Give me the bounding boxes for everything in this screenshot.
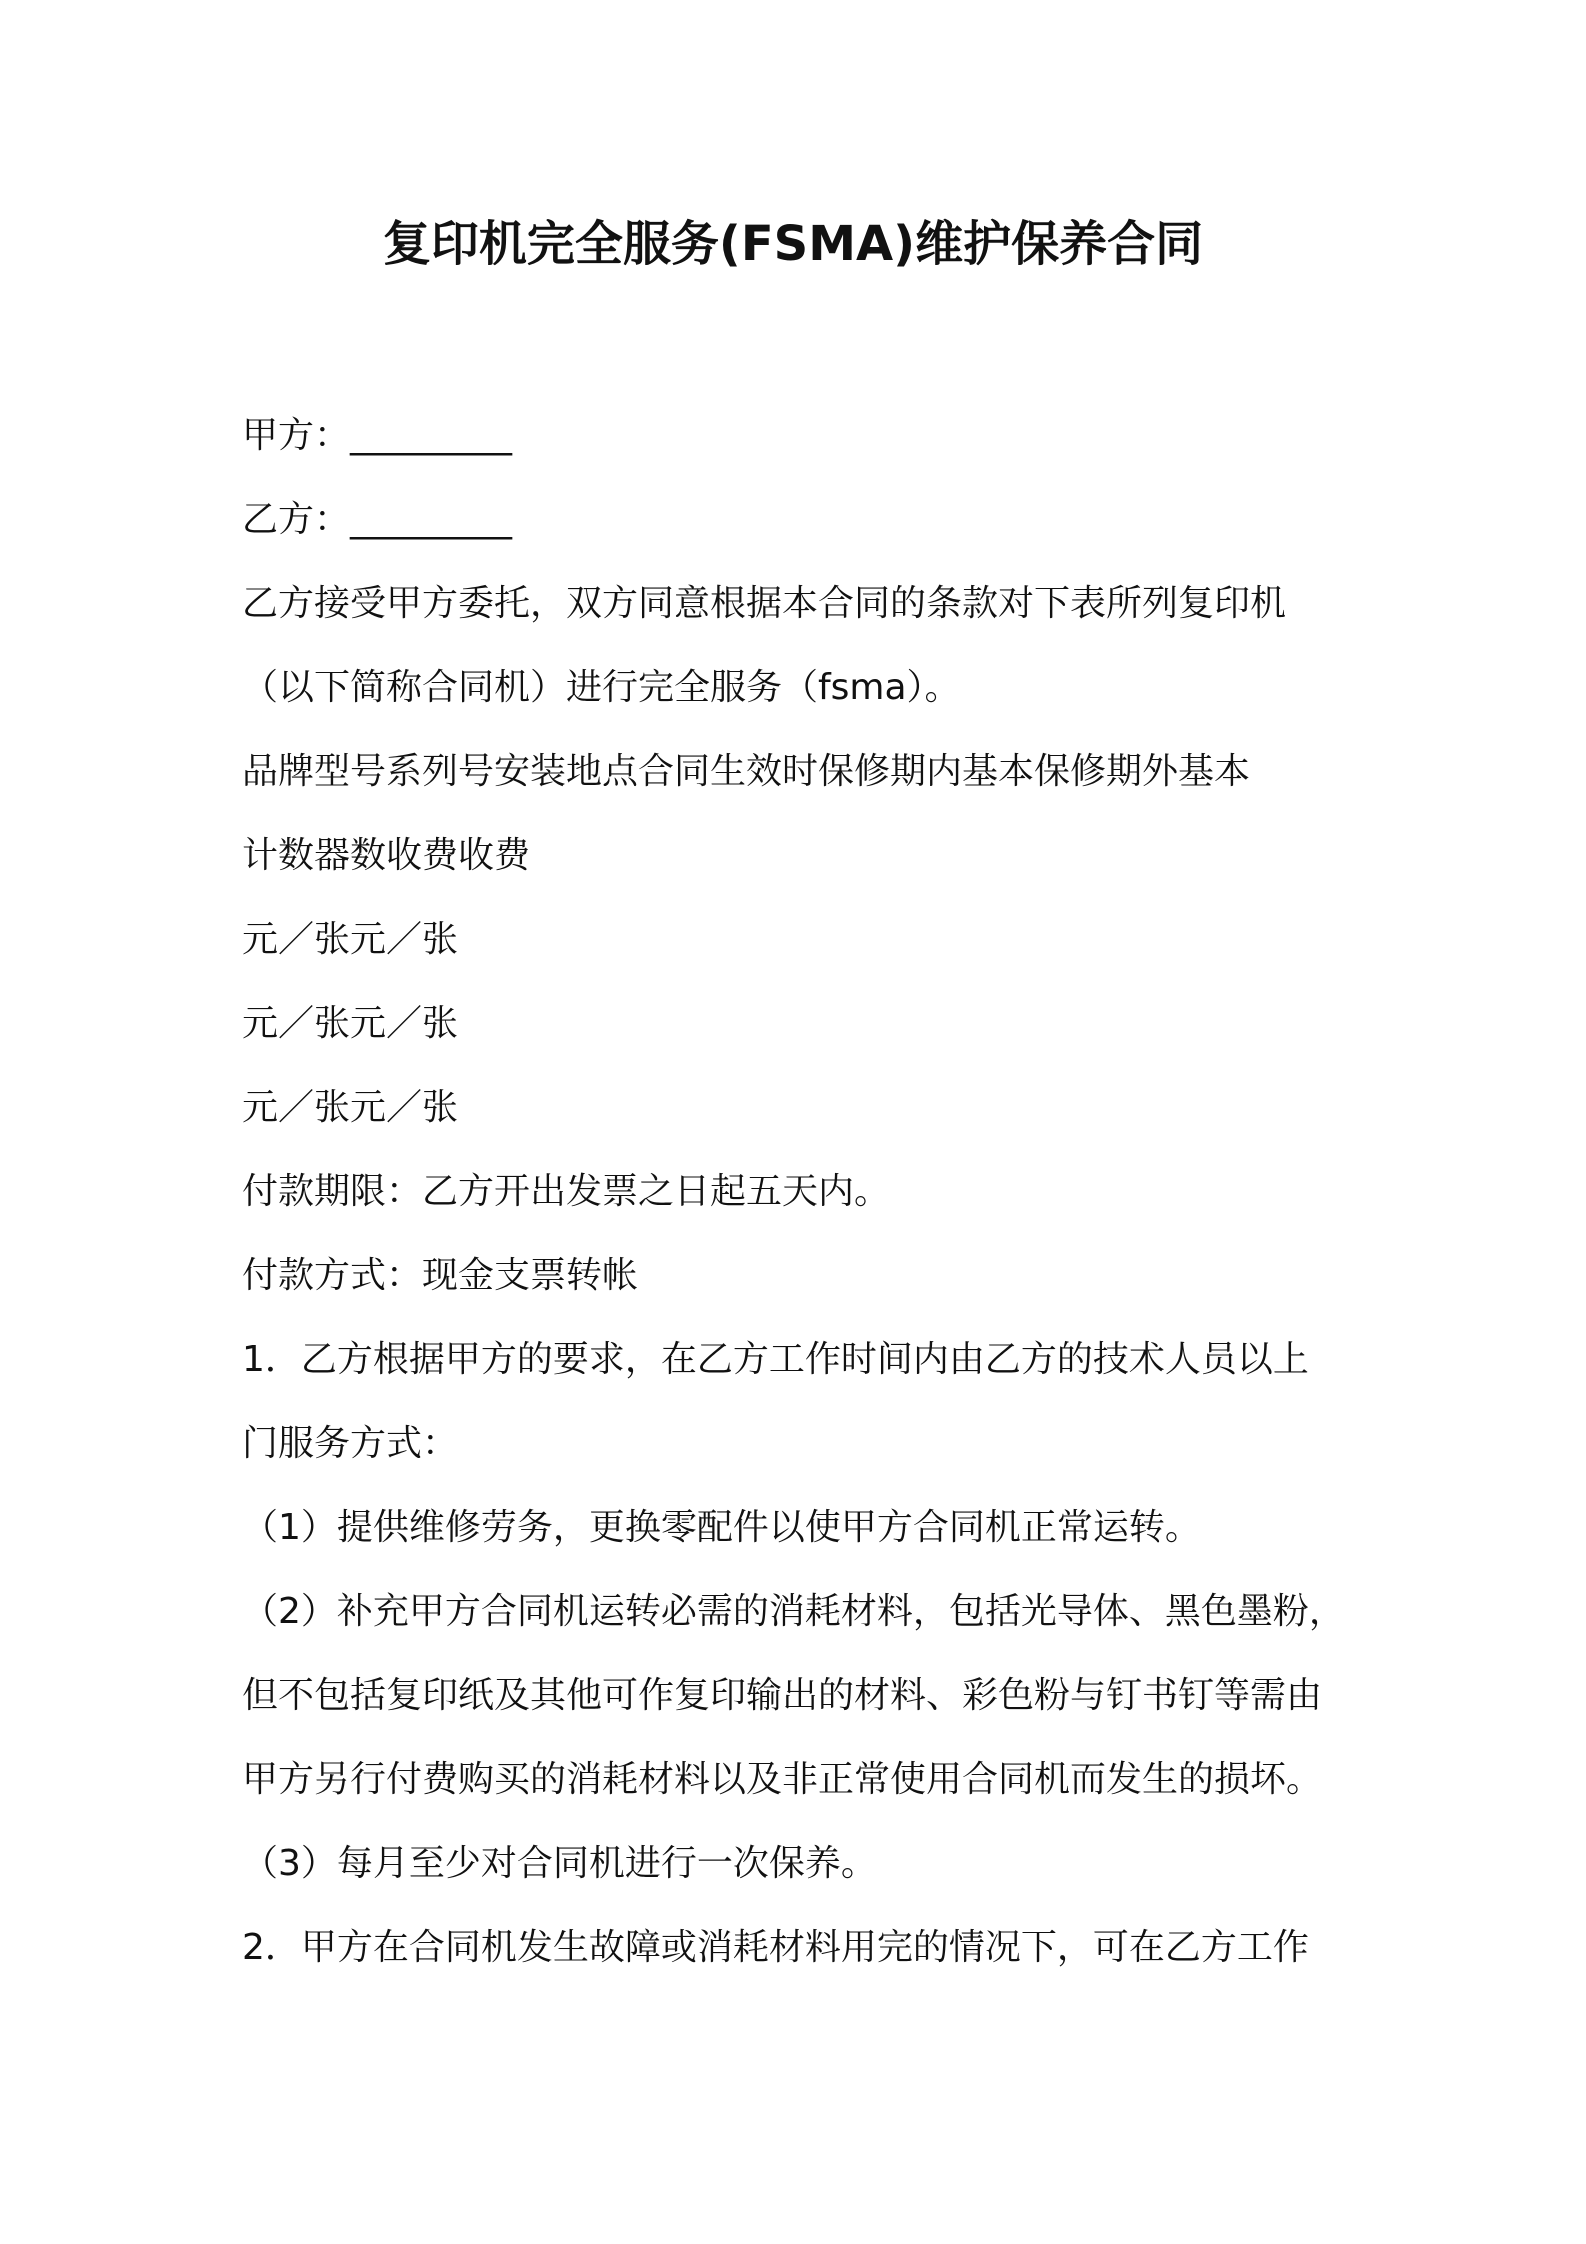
payment-method-line: 付款方式：现金支票转帐 xyxy=(242,1255,639,1296)
party-b-line: 乙方：_________ xyxy=(242,499,513,540)
payment-term-line: 付款期限：乙方开出发票之日起五天内。 xyxy=(242,1171,891,1212)
table-header-line: 品牌型号系列号安装地点合同生效时保修期内基本保修期外基本 xyxy=(242,751,1251,792)
contract-body xyxy=(242,404,1372,2000)
party-a-line: 甲方：_________ xyxy=(242,415,513,456)
clause-line: （3）每月至少对合同机进行一次保养。 xyxy=(242,1843,877,1884)
clause-line: （1）提供维修劳务，更换零配件以使甲方合同机正常运转。 xyxy=(242,1507,1201,1548)
clause-line: 2．甲方在合同机发生故障或消耗材料用完的情况下，可在乙方工作 xyxy=(242,1927,1309,1968)
price-line: 元／张元／张 xyxy=(242,1087,459,1128)
clause-line: （2）补充甲方合同机运转必需的消耗材料，包括光导体、黑色墨粉， xyxy=(242,1591,1345,1632)
clause-line: 但不包括复印纸及其他可作复印输出的材料、彩色粉与钉书钉等需由 xyxy=(242,1675,1323,1716)
body-line: 乙方接受甲方委托，双方同意根据本合同的条款对下表所列复印机 xyxy=(242,583,1287,624)
body-line: （以下简称合同机）进行完全服务（fsma）。 xyxy=(242,667,961,708)
price-line: 元／张元／张 xyxy=(242,919,459,960)
clause-line: 1．乙方根据甲方的要求，在乙方工作时间内由乙方的技术人员以上 xyxy=(242,1339,1309,1380)
clause-line: 甲方另行付费购买的消耗材料以及非正常使用合同机而发生的损坏。 xyxy=(242,1759,1323,1800)
price-line: 元／张元／张 xyxy=(242,1003,459,1044)
table-header-line: 计数器数收费收费 xyxy=(242,835,531,876)
contract-title: 复印机完全服务(FSMA)维护保养合同 xyxy=(382,216,1204,272)
clause-line: 门服务方式： xyxy=(242,1423,459,1464)
